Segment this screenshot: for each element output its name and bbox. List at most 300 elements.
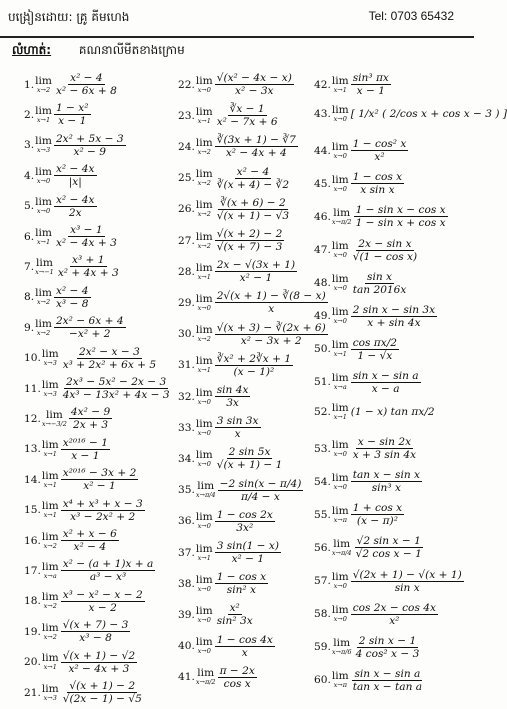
limit-approach: x→0 bbox=[333, 449, 347, 458]
fraction bbox=[61, 498, 145, 523]
problem-number: 60. bbox=[314, 674, 331, 687]
problem-number: 56. bbox=[314, 541, 331, 554]
limit-approach: x→0 bbox=[333, 317, 347, 326]
limit-operator bbox=[196, 450, 213, 468]
problem-number: 36. bbox=[178, 515, 195, 528]
problem-number: 31. bbox=[178, 359, 195, 372]
limit-operator bbox=[35, 319, 52, 337]
limit-operator bbox=[196, 76, 213, 94]
numerator: 2x³ − 5x² − 2x − 3 bbox=[66, 376, 167, 388]
limit-word: lim bbox=[197, 480, 215, 493]
denominator: x³ − 2x² + 2 bbox=[70, 510, 136, 523]
denominator: 2x bbox=[68, 206, 82, 219]
denominator: x² − 1 bbox=[83, 480, 116, 493]
limit-operator bbox=[42, 440, 59, 458]
numerator: √(2x + 1) − √(x + 1) bbox=[352, 568, 462, 581]
limit-operator bbox=[332, 473, 349, 491]
denominator: x³ − 8 bbox=[55, 297, 89, 310]
limit-problem bbox=[24, 467, 138, 492]
fraction bbox=[61, 619, 131, 644]
fraction bbox=[215, 540, 281, 565]
numerator: x³ − x² − x − 2 bbox=[62, 588, 143, 601]
limit-operator bbox=[42, 592, 59, 610]
fraction bbox=[351, 502, 404, 527]
denominator: 1 − √x bbox=[357, 349, 393, 362]
limit-problem bbox=[314, 271, 408, 296]
limit-word: lim bbox=[331, 240, 349, 252]
fraction bbox=[351, 271, 409, 296]
numerator: −2 sin(x − π/4) bbox=[219, 477, 302, 490]
limit-problem bbox=[314, 171, 404, 196]
numerator: 2 sin 5x bbox=[228, 446, 271, 459]
limit-expression: [ 1/x² ( 2/cos x + cos x − 3 ) ] bbox=[350, 108, 507, 121]
problem-number: 27. bbox=[178, 234, 195, 247]
limit-problem bbox=[178, 509, 275, 534]
denominator: |x| bbox=[68, 176, 82, 189]
limit-approach: x→3 bbox=[36, 146, 51, 155]
limit-approach: x→2 bbox=[197, 179, 211, 188]
problem-number: 4. bbox=[24, 169, 35, 182]
fraction bbox=[54, 224, 119, 249]
limit-approach: x→0 bbox=[197, 303, 211, 312]
fraction bbox=[351, 238, 419, 263]
limit-word: lim bbox=[333, 206, 351, 219]
limit-word: lim bbox=[41, 621, 59, 634]
fraction bbox=[215, 571, 268, 596]
numerator: tan x − sin x bbox=[352, 469, 421, 482]
denominator: −x² + 2 bbox=[69, 328, 111, 341]
fraction bbox=[54, 102, 91, 127]
limit-approach: x→π/4 bbox=[331, 548, 352, 557]
denominator: x bbox=[241, 646, 248, 659]
limit-problem bbox=[314, 337, 399, 362]
limit-operator bbox=[332, 440, 349, 458]
fraction bbox=[351, 668, 424, 693]
problem-number: 47. bbox=[314, 244, 331, 256]
fraction bbox=[61, 528, 119, 553]
limit-problem bbox=[24, 254, 121, 279]
limit-approach: x→3 bbox=[43, 389, 57, 398]
problem-number: 12. bbox=[24, 412, 41, 425]
denominator: x² bbox=[374, 151, 385, 164]
limit-problem bbox=[24, 102, 91, 127]
fraction bbox=[354, 635, 422, 660]
limit-word: lim bbox=[41, 348, 59, 361]
limit-problem bbox=[24, 224, 119, 249]
limit-approach: x→2 bbox=[197, 147, 211, 156]
limit-operator bbox=[35, 228, 52, 246]
denominator: x bbox=[234, 428, 241, 441]
limit-word: lim bbox=[35, 226, 52, 239]
limit-approach: x→0 bbox=[36, 207, 51, 216]
numerator: x² − 4 bbox=[70, 72, 103, 84]
limit-problem bbox=[314, 204, 448, 229]
problem-number: 14. bbox=[24, 473, 41, 486]
fraction bbox=[215, 602, 255, 627]
limit-operator bbox=[332, 274, 349, 292]
limit-approach: x→2 bbox=[197, 210, 211, 219]
limit-operator bbox=[35, 197, 52, 215]
numerator: x² − (a + 1)x + a bbox=[62, 558, 154, 571]
denominator: x − 1 bbox=[356, 85, 385, 97]
limit-problem bbox=[24, 163, 97, 188]
problem-number: 52. bbox=[314, 406, 331, 418]
limit-operator bbox=[35, 167, 52, 185]
numerator: ∛x² + 2∛x + 1 bbox=[216, 352, 292, 365]
limit-word: lim bbox=[195, 168, 213, 181]
numerator: 2x² − 6x + 4 bbox=[55, 315, 124, 328]
problem-number: 7. bbox=[24, 260, 35, 273]
numerator: sin x − sin a bbox=[352, 369, 419, 382]
denominator: x² − 4 bbox=[73, 541, 107, 553]
limit-approach: x→2 bbox=[197, 335, 211, 344]
limit-word: lim bbox=[41, 560, 59, 573]
limit-operator bbox=[42, 562, 59, 580]
limit-word: lim bbox=[35, 196, 52, 209]
numerator: 1 − x² bbox=[55, 102, 89, 115]
limit-approach: x→2 bbox=[43, 632, 57, 641]
problem-number: 49. bbox=[314, 310, 331, 323]
limit-word: lim bbox=[333, 637, 351, 650]
numerator: 2x − sin x bbox=[358, 237, 412, 250]
limit-problem bbox=[24, 437, 110, 462]
limit-operator bbox=[332, 638, 352, 656]
numerator: 2√(x + 1) − ∛(8 − x) bbox=[216, 290, 326, 303]
problem-number: 5. bbox=[24, 200, 35, 213]
numerator: x² bbox=[229, 602, 240, 615]
limit-problem bbox=[24, 133, 126, 158]
numerator: sin x − sin a bbox=[354, 667, 421, 680]
numerator: 2 sin x − 1 bbox=[358, 634, 417, 647]
limit-operator bbox=[332, 572, 349, 590]
fraction bbox=[351, 602, 438, 627]
fraction bbox=[215, 134, 298, 159]
limit-problem bbox=[178, 665, 257, 690]
limit-operator bbox=[35, 136, 52, 154]
limit-problem bbox=[178, 228, 284, 253]
limit-word: lim bbox=[195, 136, 213, 149]
denominator: sin x bbox=[394, 581, 420, 594]
limit-operator bbox=[332, 506, 349, 524]
limit-operator bbox=[42, 684, 59, 702]
denominator: 3x² bbox=[236, 521, 254, 534]
limit-approach: x→a bbox=[43, 571, 57, 580]
instruction-text: គណនាលីមីតខាងក្រោម bbox=[78, 43, 185, 57]
numerator: √(x + 7) − 3 bbox=[62, 619, 129, 632]
limit-problem bbox=[24, 376, 172, 401]
limit-expression: (1 − x) tan πx/2 bbox=[350, 406, 435, 418]
instruction bbox=[12, 42, 185, 60]
limit-problem bbox=[178, 540, 281, 565]
problem-number: 37. bbox=[178, 546, 195, 559]
denominator: x + 3 sin 4x bbox=[352, 449, 417, 462]
limit-word: lim bbox=[331, 571, 349, 583]
denominator: x − 1 bbox=[71, 449, 100, 462]
numerator: x²⁰¹⁶ − 1 bbox=[62, 436, 109, 449]
limit-word: lim bbox=[333, 537, 351, 550]
limit-word: lim bbox=[35, 135, 52, 148]
limit-operator bbox=[196, 169, 213, 187]
numerator: x²⁰¹⁶ − 3x + 2 bbox=[62, 467, 137, 480]
limit-word: lim bbox=[41, 652, 59, 665]
limit-problem bbox=[178, 602, 255, 627]
limit-problem bbox=[314, 502, 404, 527]
limit-operator bbox=[332, 307, 349, 325]
limit-word: lim bbox=[41, 682, 59, 695]
problem-number: 9. bbox=[24, 321, 35, 334]
limit-problem bbox=[24, 285, 91, 310]
fraction bbox=[54, 163, 97, 188]
limit-problem bbox=[178, 384, 250, 409]
problem-number: 59. bbox=[314, 641, 331, 654]
limit-problem bbox=[24, 558, 155, 583]
limit-approach: x→0 bbox=[333, 582, 347, 590]
problem-number: 16. bbox=[24, 534, 41, 547]
fraction bbox=[351, 436, 418, 461]
limit-word: lim bbox=[197, 667, 215, 680]
limit-problem bbox=[178, 166, 291, 191]
limit-approach: x→1 bbox=[43, 480, 57, 489]
limit-approach: x→1 bbox=[43, 450, 57, 459]
limit-word: lim bbox=[195, 292, 213, 305]
limit-word: lim bbox=[195, 542, 213, 555]
fraction bbox=[215, 290, 328, 315]
page-header bbox=[0, 0, 474, 38]
denominator: √(1 − cos x) bbox=[352, 250, 418, 263]
limit-approach: x→π/6 bbox=[331, 648, 352, 657]
limit-problem bbox=[178, 415, 261, 440]
limit-problem bbox=[24, 528, 119, 553]
limit-word: lim bbox=[35, 104, 52, 117]
phone-number: Tel: 0703 65432 bbox=[368, 9, 454, 23]
problem-number: 23. bbox=[178, 109, 195, 122]
limit-word: lim bbox=[331, 140, 349, 153]
problem-number: 46. bbox=[314, 210, 331, 223]
limit-approach: x→1 bbox=[43, 511, 57, 520]
limit-operator bbox=[196, 325, 213, 343]
limit-word: lim bbox=[331, 372, 349, 385]
fraction bbox=[351, 370, 421, 395]
limit-operator bbox=[196, 575, 213, 593]
denominator: (x − π)² bbox=[356, 515, 398, 528]
limit-word: lim bbox=[195, 324, 213, 337]
denominator: √(2x − 1) − √5 bbox=[62, 693, 142, 705]
limit-operator bbox=[196, 232, 213, 250]
fraction bbox=[61, 589, 145, 614]
limit-problem bbox=[314, 403, 435, 421]
limit-approach: x→π/2 bbox=[331, 217, 352, 226]
numerator: ∛(x + 6) − 2 bbox=[220, 196, 286, 209]
numerator: 1 − cos² x bbox=[352, 138, 407, 151]
numerator: 2x² − x − 3 bbox=[78, 345, 140, 358]
limit-word: lim bbox=[195, 355, 213, 368]
numerator: 1 − cos x bbox=[216, 571, 267, 584]
limit-word: lim bbox=[331, 339, 349, 352]
limit-word: lim bbox=[195, 604, 213, 617]
numerator: x³ − 1 bbox=[70, 224, 103, 236]
limit-operator bbox=[332, 208, 352, 226]
limit-operator bbox=[35, 76, 52, 94]
limit-approach: x→2 bbox=[43, 541, 57, 550]
fraction bbox=[218, 478, 304, 503]
limit-approach: x→π bbox=[333, 515, 347, 524]
limit-word: lim bbox=[195, 511, 213, 524]
limit-approach: x→π/4 bbox=[195, 491, 216, 500]
limit-approach: x→2 bbox=[36, 298, 51, 307]
fraction bbox=[218, 665, 257, 690]
limit-problem bbox=[24, 406, 112, 431]
limit-word: lim bbox=[195, 573, 213, 586]
limit-problem bbox=[314, 304, 437, 329]
fraction bbox=[61, 650, 137, 675]
limit-word: lim bbox=[331, 604, 349, 617]
limit-approach: x→1 bbox=[333, 350, 347, 359]
limit-word: lim bbox=[41, 530, 59, 543]
limit-problem bbox=[178, 197, 291, 222]
limit-operator bbox=[42, 471, 59, 489]
problem-number: 28. bbox=[178, 265, 195, 278]
fraction bbox=[351, 337, 399, 362]
limit-word: lim bbox=[331, 504, 349, 517]
fraction bbox=[215, 197, 291, 222]
limit-word: lim bbox=[41, 469, 59, 482]
limit-operator bbox=[332, 605, 349, 623]
limit-word: lim bbox=[331, 74, 349, 87]
numerator: 1 − cos x bbox=[352, 171, 403, 184]
denominator: sin² x bbox=[226, 584, 257, 597]
denominator: cos x bbox=[223, 677, 251, 690]
limit-operator bbox=[196, 294, 213, 312]
numerator: 1 − sin x − cos x bbox=[355, 204, 446, 217]
problem-number: 51. bbox=[314, 376, 331, 389]
denominator: √2 cos x − 1 bbox=[355, 548, 422, 561]
limit-approach: x→0 bbox=[333, 151, 347, 160]
fraction bbox=[61, 558, 156, 583]
limit-approach: x→1 bbox=[197, 116, 211, 125]
limit-word: lim bbox=[36, 256, 53, 269]
limit-word: lim bbox=[41, 500, 59, 513]
limit-word: lim bbox=[331, 471, 349, 484]
numerator: 3 sin(1 − x) bbox=[216, 540, 280, 552]
denominator: x³ − 8 bbox=[79, 632, 112, 645]
limit-problem bbox=[24, 650, 137, 675]
denominator: x² − 6x + 8 bbox=[55, 85, 117, 97]
denominator: 3x bbox=[226, 397, 239, 409]
limit-operator bbox=[196, 668, 216, 686]
numerator: x² − 4 bbox=[236, 165, 270, 178]
fraction bbox=[351, 138, 409, 163]
problem-number: 2. bbox=[24, 108, 35, 121]
numerator: √(x + 2) − 2 bbox=[216, 228, 283, 240]
fraction bbox=[215, 384, 251, 409]
limit-approach: x→−1 bbox=[35, 267, 54, 276]
numerator: √(x + 1) − √2 bbox=[62, 649, 136, 662]
fraction bbox=[69, 406, 112, 431]
problem-number: 45. bbox=[314, 177, 331, 190]
numerator: 2 sin x − sin 3x bbox=[352, 303, 436, 316]
fraction bbox=[54, 285, 91, 310]
numerator: √(x + 1) − 2 bbox=[69, 680, 136, 692]
numerator: √(x² − 4x − x) bbox=[216, 72, 292, 84]
limit-operator bbox=[196, 481, 216, 499]
problem-number: 32. bbox=[178, 390, 195, 403]
limit-problem bbox=[24, 315, 126, 340]
limit-word: lim bbox=[331, 273, 349, 286]
denominator: 4 cos² x − 3 bbox=[355, 647, 420, 660]
fraction bbox=[354, 204, 448, 229]
limit-word: lim bbox=[195, 105, 213, 118]
problem-number: 50. bbox=[314, 343, 331, 356]
limit-approach: x→0 bbox=[197, 428, 211, 437]
limit-word: lim bbox=[195, 417, 213, 430]
denominator: x sin x bbox=[360, 184, 395, 197]
problem-number: 35. bbox=[178, 484, 195, 497]
limit-word: lim bbox=[41, 591, 59, 604]
limit-word: lim bbox=[331, 438, 349, 451]
problem-number: 58. bbox=[314, 608, 331, 621]
limit-approach: x→0 bbox=[197, 459, 211, 468]
problem-number: 29. bbox=[178, 296, 195, 309]
limit-problem bbox=[314, 72, 391, 97]
limit-approach: x→0 bbox=[333, 115, 347, 124]
limit-approach: x→3 bbox=[43, 693, 57, 702]
numerator: sin x bbox=[367, 270, 393, 283]
problem-number: 11. bbox=[24, 382, 41, 395]
denominator: x² − 4x + 3 bbox=[68, 662, 130, 675]
problem-number: 30. bbox=[178, 328, 195, 341]
limit-problem bbox=[314, 635, 421, 660]
limit-approach: x→a bbox=[333, 383, 347, 392]
limit-approach: x→0 bbox=[333, 184, 347, 193]
limit-approach: x→0 bbox=[333, 284, 347, 293]
limit-operator bbox=[35, 258, 54, 276]
numerator: 1 − cos 2x bbox=[216, 508, 273, 521]
limit-problem bbox=[314, 668, 424, 693]
limit-operator bbox=[42, 349, 59, 367]
limit-problem bbox=[314, 238, 419, 263]
limit-problem bbox=[178, 259, 297, 284]
limit-word: lim bbox=[35, 317, 52, 330]
problem-number: 39. bbox=[178, 608, 195, 621]
limit-word: lim bbox=[195, 230, 213, 243]
limit-approach: x→−3/2 bbox=[41, 419, 67, 428]
limit-problem bbox=[24, 194, 97, 219]
limit-approach: x→2 bbox=[197, 241, 211, 250]
denominator: x² − 3x bbox=[234, 85, 274, 97]
instruction-label: លំហាត់: bbox=[12, 43, 52, 57]
limit-word: lim bbox=[331, 402, 349, 414]
limit-approach: x→3 bbox=[43, 359, 57, 368]
limit-operator bbox=[332, 340, 349, 358]
limit-problem bbox=[314, 436, 418, 461]
denominator: 1 − sin x + cos x bbox=[355, 217, 446, 230]
limit-approach: x→π/2 bbox=[195, 678, 216, 687]
numerator: x⁴ + x³ + x − 3 bbox=[62, 497, 143, 510]
limit-word: lim bbox=[331, 104, 349, 117]
fraction bbox=[54, 133, 126, 158]
problem-number: 44. bbox=[314, 144, 331, 157]
limit-problem bbox=[178, 634, 275, 659]
numerator: 1 − cos 4x bbox=[216, 633, 273, 646]
limit-approach: x→0 bbox=[197, 397, 211, 406]
limit-approach: x→0 bbox=[36, 176, 51, 185]
limit-operator bbox=[42, 623, 59, 641]
limit-operator bbox=[196, 419, 213, 437]
limit-approach: x→π bbox=[333, 681, 347, 690]
denominator: √(x + 1) − 1 bbox=[216, 459, 283, 472]
numerator: cos 2x − cos 4x bbox=[352, 601, 436, 614]
denominator: x − 1 bbox=[58, 115, 87, 128]
